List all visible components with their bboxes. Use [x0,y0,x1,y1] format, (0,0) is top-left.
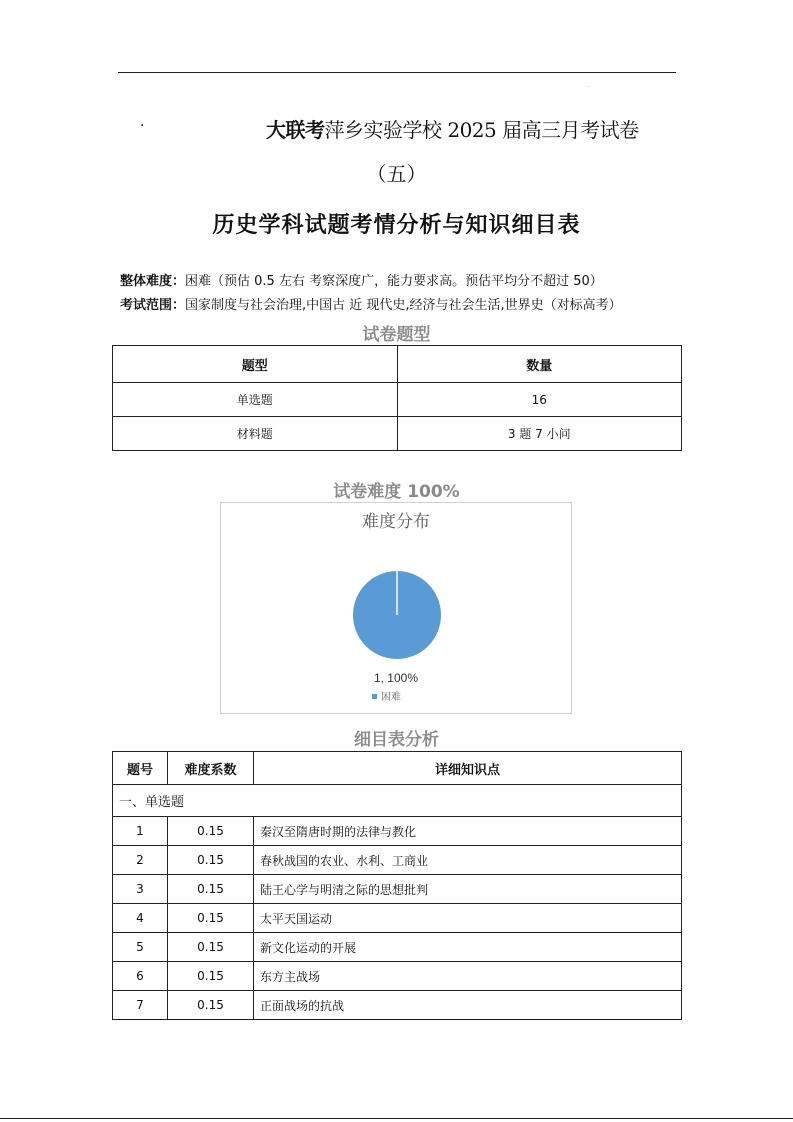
section-row [113,785,682,817]
question-number-cell: 1 [113,817,168,846]
page-title: 历史学科试题考情分析与知识细目表 [212,213,581,238]
difficulty-heading: 试卷难度 100% [333,482,460,502]
knowledge-point-cell: 新文化运动的开展 [254,933,682,962]
title-bullet: · [140,118,145,134]
question-type-cell: 单选题 [113,383,398,417]
overall-difficulty-label: 整体难度： [120,274,186,289]
footer-rule [0,1118,793,1119]
legend-swatch [372,694,377,699]
exam-title [266,114,686,143]
knowledge-point-cell: 东方主战场 [254,962,682,991]
difficulty-coefficient-cell: 0.15 [168,991,254,1020]
table-header-row [113,752,682,785]
legend-label: 困难 [381,692,401,703]
table-row [113,875,682,904]
difficulty-coefficient-cell: 0.15 [168,817,254,846]
difficulty-coefficient-cell: 0.15 [168,962,254,991]
difficulty-coefficient-cell: 0.15 [168,904,254,933]
table-row [113,817,682,846]
column-header: 数量 [397,346,682,383]
table-row [113,933,682,962]
chart-title: 难度分布 [362,512,430,532]
difficulty-coefficient-cell: 0.15 [168,875,254,904]
table-row [113,904,682,933]
question-count-cell: 3 题 7 小问 [397,417,682,451]
exam-title-text: 萍乡实验学校 2025 届高三月考试卷 [324,118,639,142]
question-types-table [112,345,682,451]
table-header-row [113,346,682,383]
knowledge-point-cell: 太平天国运动 [254,904,682,933]
difficulty-chart [220,502,572,714]
question-types-heading: 试卷题型 [362,325,431,345]
question-number-cell: 6 [113,962,168,991]
overall-difficulty [120,270,603,289]
question-type-cell: 材料题 [113,417,398,451]
exam-brand: 大联考 [266,118,325,142]
knowledge-point-cell: 正面战场的抗战 [254,991,682,1020]
knowledge-detail-table [112,751,682,1020]
table-row [113,417,682,451]
knowledge-point-cell: 陆王心学与明清之际的思想批判 [254,875,682,904]
question-count-cell: 16 [397,383,682,417]
difficulty-pie-chart [221,503,571,713]
exam-scope-label: 考试范围： [120,298,186,313]
question-number-cell: 5 [113,933,168,962]
difficulty-coefficient-cell: 0.15 [168,846,254,875]
section-label: 一、单选题 [113,785,682,817]
detail-rows [113,817,682,1020]
header-rule [118,72,676,73]
table-row [113,383,682,417]
exam-title-number: （五） [366,162,427,186]
exam-scope-value: 国家制度与社会治理,中国古 近 现代史,经济与社会生活,世界史（对标高考） [185,298,622,313]
column-header: 题型 [113,346,398,383]
overall-difficulty-value: 困难（预估 0.5 左右 考察深度广，能力要求高。预估平均分不超过 50） [185,274,603,289]
question-number-cell: 2 [113,846,168,875]
knowledge-point-cell: 春秋战国的农业、水利、工商业 [254,846,682,875]
pie-data-label: 1, 100% [373,671,419,685]
pie-slices [353,571,441,659]
header-dot: . [588,82,590,89]
table-row [113,846,682,875]
detail-heading: 细目表分析 [354,730,439,750]
question-number-cell: 3 [113,875,168,904]
question-number-cell: 4 [113,904,168,933]
column-header: 详细知识点 [254,752,682,785]
table-row [113,991,682,1020]
column-header: 题号 [113,752,168,785]
table-row [113,962,682,991]
exam-scope [120,294,622,313]
difficulty-coefficient-cell: 0.15 [168,933,254,962]
question-number-cell: 7 [113,991,168,1020]
column-header: 难度系数 [168,752,254,785]
knowledge-point-cell: 秦汉至隋唐时期的法律与教化 [254,817,682,846]
